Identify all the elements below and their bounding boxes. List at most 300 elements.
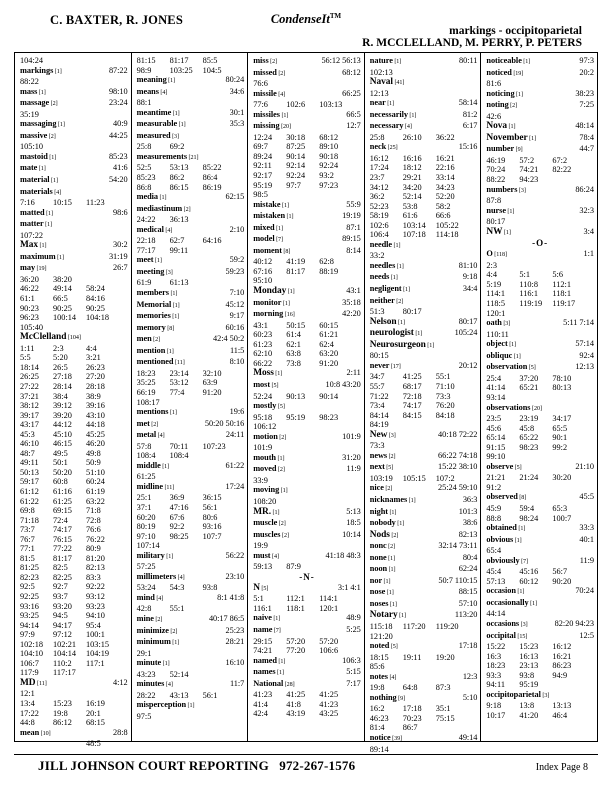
entry-page-ref-row — [370, 351, 478, 361]
page-ref: 61:25 — [53, 496, 72, 506]
entry-page-ref-row — [253, 422, 361, 432]
entry-page-ref: 81:10 — [458, 260, 478, 270]
page-ref: 61:16 — [53, 486, 72, 496]
entry-page-ref-row — [370, 723, 478, 733]
page-ref: 70:11 — [169, 441, 189, 451]
page-ref: 93:25 — [20, 611, 39, 621]
entry-headword: observe — [486, 461, 514, 471]
entry-count: [19] — [511, 70, 524, 77]
entry-headword: matter — [20, 219, 44, 229]
page-ref: 5:1 — [253, 594, 264, 604]
page-ref: 118:1 — [286, 603, 305, 613]
index-entry — [20, 66, 128, 78]
entry-page-ref: 70:24 — [575, 586, 594, 596]
page-ref: 61:12 — [20, 486, 39, 496]
entry-headword: may — [20, 263, 36, 273]
page-ref: 92:7 — [53, 582, 68, 592]
page-ref: 16:21 — [435, 153, 455, 163]
page-ref: 15:22 — [486, 642, 506, 652]
entry-count: [1] — [273, 371, 283, 378]
page-ref: 67:6 — [169, 512, 185, 522]
page-ref: 77:17 — [136, 245, 156, 255]
page-ref: 62:10 — [253, 349, 273, 359]
entry-count: [1] — [274, 225, 284, 232]
entry-headword: name — [253, 624, 273, 634]
page-ref: 33:14 — [435, 173, 455, 183]
entry-page-ref: 8:1 41:8 — [217, 592, 245, 602]
page-ref: 28:14 — [53, 381, 72, 391]
entry-page-ref-row — [20, 401, 128, 411]
entry-headword: midline — [136, 481, 163, 491]
page-ref: 45:10 — [53, 429, 72, 439]
index-entry — [20, 87, 128, 99]
entry-page-ref-row — [253, 257, 361, 267]
entry-count: [1] — [276, 658, 286, 665]
page-ref: 93:8 — [519, 670, 535, 680]
entry-count: [1] — [44, 210, 54, 217]
entry-page-ref: 33:3 — [579, 523, 594, 533]
entry-headword: mentions — [136, 407, 169, 417]
entry-count: [1] — [407, 497, 416, 504]
page-ref: 46:23 — [369, 713, 389, 723]
page-ref: 71:22 — [369, 391, 389, 401]
page-ref: 92:24 — [319, 161, 339, 171]
entry-count: [1] — [425, 342, 435, 349]
page-ref: 46:20 — [86, 439, 105, 449]
entry-count: [15] — [515, 633, 528, 640]
page-ref: 34:7 — [369, 372, 385, 382]
page-ref: 110:2 — [53, 658, 72, 668]
entry-page-ref-row — [137, 451, 245, 461]
entry-count: [4] — [403, 124, 412, 131]
page-ref: 18:12 — [402, 163, 422, 173]
entry-page-ref-row — [20, 487, 128, 497]
page-ref: 108:4 — [136, 451, 156, 461]
entry-count: [1] — [516, 526, 526, 533]
page-ref: 33:2 — [369, 251, 385, 261]
entry-headword: most — [253, 379, 271, 389]
page-ref: 89:14 — [369, 744, 389, 754]
page-ref: 63:9 — [202, 378, 218, 388]
page-ref: 88:22 — [20, 77, 39, 87]
page-ref: 99:10 — [486, 452, 506, 462]
page-ref: 50:15 — [286, 320, 306, 330]
page-ref: 76:6 — [253, 79, 268, 89]
entry-headword: noticed — [486, 67, 512, 77]
entry-page-ref: 101:9 — [342, 431, 361, 441]
page-ref: 5:5 — [20, 353, 31, 363]
page-ref: 102:18 — [20, 639, 44, 649]
entry-count: [1] — [171, 302, 180, 309]
entry-page-ref-row — [137, 388, 245, 398]
entry-page-ref-row — [20, 372, 128, 382]
entry-headword: misperception — [136, 700, 187, 710]
entry-page-ref: 26:7 — [113, 263, 128, 273]
index-entry — [137, 311, 245, 323]
page-ref: 46:22 — [20, 284, 39, 294]
index-entry — [486, 100, 594, 112]
entry-page-ref: 57:14 — [575, 339, 594, 349]
entry-headword: Nova — [486, 121, 508, 132]
entry-page-ref-row — [20, 640, 128, 650]
entry-page-ref-row — [253, 152, 361, 162]
entry-page-ref: 59:23 — [225, 266, 245, 276]
entry-page-ref-row — [486, 374, 594, 384]
page-ref: 93:16 — [20, 601, 39, 611]
entry-page-ref-row — [137, 691, 245, 701]
page-ref: 116:1 — [253, 603, 272, 613]
index-entry — [20, 240, 128, 252]
entry-headword: next — [369, 462, 385, 472]
page-ref: 29:21 — [402, 173, 422, 183]
entry-page-ref-row — [486, 452, 594, 462]
entry-count: [4] — [270, 553, 279, 560]
page-ref: 26:10 — [402, 132, 422, 142]
index-entry — [137, 593, 245, 605]
page-ref: 92:25 — [20, 591, 39, 601]
page-ref: 47:16 — [169, 502, 189, 512]
entry-page-ref-row — [370, 745, 478, 755]
index-entry — [20, 208, 128, 220]
page-ref: 34:23 — [435, 182, 455, 192]
entry-headword: matted — [20, 207, 45, 217]
index-entry — [20, 131, 128, 143]
entry-page-ref: 44:7 — [579, 144, 594, 154]
entry-page-ref-row — [486, 443, 594, 453]
entry-page-ref: 12:13 — [575, 362, 594, 372]
page-ref: 116:1 — [519, 289, 538, 299]
page-ref: 2:3 — [53, 343, 64, 353]
page-ref: 89:10 — [319, 142, 339, 152]
page-ref: 65:4 — [486, 546, 502, 556]
entry-headword: mean — [20, 727, 40, 737]
index-entry — [486, 619, 594, 631]
page-ref: 19:8 — [53, 708, 68, 718]
entry-count: [1] — [507, 342, 517, 349]
page-ref: 87:9 — [286, 562, 301, 572]
page-ref: 77:20 — [286, 646, 306, 656]
page-ref: 16:19 — [86, 699, 105, 708]
entry-page-ref-row — [20, 392, 128, 402]
entry-page-ref-row — [137, 236, 245, 246]
page-ref: 60:20 — [136, 512, 156, 522]
page-ref: 86:19 — [202, 182, 222, 192]
page-ref: 30:18 — [286, 132, 306, 142]
entry-headword: men — [136, 334, 152, 344]
page-ref: 18:14 — [20, 362, 39, 372]
entry-page-ref-row — [370, 683, 478, 693]
index-entry — [137, 323, 245, 335]
entry-count: [1] — [385, 101, 395, 108]
page-ref: 23:13 — [519, 661, 539, 671]
index-entry — [137, 482, 245, 494]
page-ref: 41:25 — [402, 372, 422, 382]
entry-page-ref-row — [20, 382, 128, 392]
entry-page-ref-row — [486, 473, 594, 483]
entry-headword: missiles — [253, 109, 280, 119]
index-column — [248, 53, 365, 741]
page-ref: 93:14 — [486, 392, 506, 402]
index-entry — [253, 121, 361, 133]
footer-company-name: JILL JOHNSON COURT REPORTING — [38, 758, 269, 773]
index-entry — [486, 68, 594, 80]
entry-page-ref: 56:12 56:13 — [321, 56, 361, 65]
page-ref: 62:1 — [286, 339, 301, 349]
page-ref: 27:22 — [20, 381, 39, 391]
page-ref: 87:25 — [286, 142, 306, 152]
entry-headword: measurements — [136, 151, 187, 161]
index-entry — [253, 656, 361, 668]
entry-page-ref-row — [370, 154, 478, 164]
entry-count: [1] — [528, 600, 538, 607]
page-ref: 41:19 — [286, 257, 306, 267]
entry-count: [3] — [387, 432, 396, 439]
entry-page-ref: 5:13 — [346, 506, 361, 516]
entry-page-ref-row — [20, 630, 128, 640]
page-ref: 81:25 — [20, 563, 39, 573]
entry-count: [4] — [163, 227, 173, 234]
page-ref: 84:14 — [369, 410, 389, 420]
letter-divider: -O- — [532, 238, 549, 249]
page-ref: 82:23 — [20, 572, 39, 582]
entry-count: [2] — [387, 453, 396, 460]
page-ref: 73:8 — [286, 358, 301, 368]
entry-headword: notice — [369, 733, 391, 742]
index-entry — [137, 430, 245, 442]
entry-headword: mentioned — [136, 357, 174, 367]
page-ref: 107:18 — [402, 230, 426, 240]
entry-page-ref-row — [370, 221, 478, 231]
page-ref: 12:24 — [253, 132, 273, 142]
entry-headword: observations — [486, 402, 531, 412]
entry-page-ref: 7:25 — [579, 100, 594, 110]
entry-headword: means — [136, 86, 159, 96]
entry-page-ref-row — [137, 472, 245, 482]
index-entry — [370, 110, 478, 122]
index-entry — [486, 185, 594, 197]
entry-headword: McClelland — [20, 332, 67, 343]
entry-page-ref-row — [486, 642, 594, 652]
page-ref: 67:2 — [552, 155, 568, 165]
page-ref: 57:25 — [136, 562, 156, 572]
index-entry — [253, 286, 361, 298]
index-entry — [370, 733, 478, 745]
page-ref: 86:15 — [169, 182, 189, 192]
page-ref: 81:17 — [53, 553, 72, 563]
entry-page-ref-row — [253, 690, 361, 700]
entry-count: [1] — [507, 124, 516, 131]
page-ref: 45:9 — [486, 503, 502, 513]
page-ref: 5:6 — [552, 270, 563, 280]
entry-headword: occasions — [486, 618, 520, 628]
index-entry — [137, 119, 245, 131]
index-entry — [370, 518, 478, 530]
entry-page-ref-row — [137, 369, 245, 379]
entry-headword: memories — [136, 311, 171, 321]
page-ref: 104:10 — [20, 649, 44, 659]
index-entry — [370, 240, 478, 252]
page-ref: 93:20 — [53, 601, 72, 611]
page-ref: 104:19 — [86, 649, 110, 659]
entry-page-ref: 28:21 — [225, 637, 245, 647]
entry-page-ref-row — [20, 477, 128, 487]
page-ref: 115:18 — [369, 621, 393, 631]
entry-page-ref: 45:12 — [225, 299, 245, 309]
page-ref: 86:7 — [402, 723, 418, 733]
page-ref: 66:6 — [435, 211, 451, 221]
entry-headword: memory — [136, 322, 166, 332]
page-ref: 104:5 — [202, 65, 222, 75]
page-ref: 106:6 — [319, 646, 339, 656]
page-ref: 46:4 — [552, 710, 568, 720]
entry-page-ref-row — [20, 313, 128, 323]
page-ref: 17:24 — [369, 163, 389, 173]
entry-headword: mention — [136, 345, 166, 355]
page-ref: 88:1 — [136, 98, 152, 108]
page-ref: 5:19 — [486, 279, 502, 289]
page-ref: 94:14 — [20, 620, 39, 630]
entry-page-ref: 80:4 — [462, 552, 478, 562]
entry-page-ref: 5:15 — [346, 667, 361, 677]
page-ref: 59:4 — [519, 503, 535, 513]
entry-page-ref: 113:20 — [454, 610, 478, 620]
index-entry — [370, 495, 478, 507]
entry-page-ref-row — [486, 711, 594, 721]
index-entry — [486, 556, 594, 568]
entry-page-ref-row — [253, 181, 361, 191]
entry-page-ref: 5:10 — [462, 692, 478, 702]
entry-count: [1] — [279, 112, 289, 119]
page-ref: 58:19 — [369, 211, 389, 221]
entry-page-ref-row — [20, 468, 128, 478]
entry-page-ref: 88:15 — [458, 587, 478, 597]
entry-page-ref-row — [20, 77, 128, 87]
page-ref: 119:17 — [552, 299, 576, 309]
entry-headword: noses — [369, 598, 389, 608]
page-ref: 43:23 — [136, 669, 156, 679]
entry-page-ref-row — [20, 718, 128, 728]
entry-page-ref: 50:20 50:16 — [204, 418, 245, 428]
entry-headword: materials — [20, 186, 53, 196]
entry-count: [2] — [389, 532, 399, 539]
entry-count: [1] — [395, 263, 404, 270]
page-ref: 25:8 — [136, 142, 152, 152]
index-entry — [20, 98, 128, 110]
entry-page-ref: 87:22 — [108, 65, 128, 75]
entry-count: [1] — [505, 208, 515, 215]
index-columns-container — [14, 52, 598, 754]
index-entry — [486, 535, 594, 547]
entry-page-ref-row — [486, 165, 594, 175]
entry-page-ref: 23:24 — [108, 98, 128, 108]
page-ref: 25:1 — [136, 493, 152, 503]
entry-page-ref: 66:22 74:18 — [438, 450, 478, 460]
entry-page-ref-row — [137, 66, 245, 76]
page-ref: 94:5 — [53, 611, 68, 621]
page-ref: 59:17 — [20, 477, 39, 487]
entry-count: [8] — [517, 495, 527, 502]
entry-headword: meaning — [136, 75, 167, 85]
entry-page-ref: 66:25 — [342, 88, 361, 98]
page-ref: 97:23 — [319, 180, 339, 190]
entry-page-ref-row — [486, 383, 594, 393]
entry-page-ref: 30:1 — [229, 107, 245, 117]
page-ref: 98:23 — [319, 412, 339, 422]
page-ref: 30:20 — [552, 473, 572, 483]
entry-headword: millimeters — [136, 571, 177, 581]
index-entry — [370, 587, 478, 599]
index-entry — [20, 219, 128, 231]
entry-page-ref: 2:11 — [346, 368, 361, 378]
index-entry — [253, 667, 361, 679]
entry-page-ref: 62:24 — [458, 564, 478, 574]
entry-page-ref: 38:23 — [575, 88, 594, 98]
entry-page-ref-row — [486, 330, 594, 340]
index-entry — [137, 658, 245, 670]
entry-count: [17] — [389, 363, 401, 370]
entry-page-ref: 35:18 — [342, 297, 361, 307]
page-ref: 102:6 — [286, 100, 306, 110]
page-ref: 57:20 — [286, 636, 306, 646]
page-ref: 88:19 — [319, 266, 339, 276]
entry-count: [2] — [277, 434, 287, 441]
entry-count: [11] — [162, 484, 175, 491]
page-ref: 60:8 — [53, 477, 68, 487]
entry-headword: number — [486, 144, 515, 154]
index-entry — [137, 288, 245, 300]
page-ref: 16:2 — [369, 704, 385, 714]
entry-page-ref-row — [486, 483, 594, 493]
entry-headword: none — [369, 552, 387, 562]
index-entry — [20, 175, 128, 187]
entry-page-ref: 21:10 — [575, 461, 594, 471]
page-ref: 105:40 — [20, 322, 44, 332]
entry-headword: motion — [253, 431, 278, 441]
page-ref: 27:18 — [53, 372, 72, 382]
entry-page-ref-row — [486, 680, 594, 690]
page-ref: 44:12 — [53, 420, 72, 430]
index-entry — [370, 576, 478, 588]
entry-page-ref: 81:2 — [462, 109, 478, 119]
page-ref: 105:15 — [402, 473, 426, 483]
page-ref: 50:13 — [20, 467, 39, 477]
page-ref: 39:20 — [53, 410, 72, 420]
index-entry — [253, 551, 361, 563]
page-ref: 42:4 — [253, 709, 268, 719]
page-footer — [14, 754, 598, 780]
entry-count: [1] — [387, 509, 397, 516]
page-ref: 57:8 — [136, 441, 152, 451]
entry-count: [1] — [527, 135, 537, 142]
index-entry — [137, 700, 245, 712]
entry-count: [5] — [513, 464, 522, 471]
page-ref: 90:1 — [552, 433, 568, 443]
page-ref: 45:4 — [486, 567, 502, 577]
entry-page-ref-row — [20, 142, 128, 152]
index-entry — [253, 507, 361, 519]
page-ref: 107:7 — [202, 531, 222, 541]
entry-count: [1] — [281, 300, 290, 307]
entry-page-ref-row — [20, 284, 128, 294]
page-ref: 45:3 — [20, 429, 35, 439]
page-ref: 86:23 — [552, 661, 572, 671]
entry-headword: Nods — [369, 529, 390, 540]
entry-count: [2] — [386, 544, 396, 551]
page-ref: 80:15 — [369, 351, 389, 361]
entry-count: [104] — [66, 335, 81, 342]
entry-page-ref: 82:20 94:23 — [554, 618, 594, 628]
page-ref: 120:1 — [486, 308, 506, 318]
